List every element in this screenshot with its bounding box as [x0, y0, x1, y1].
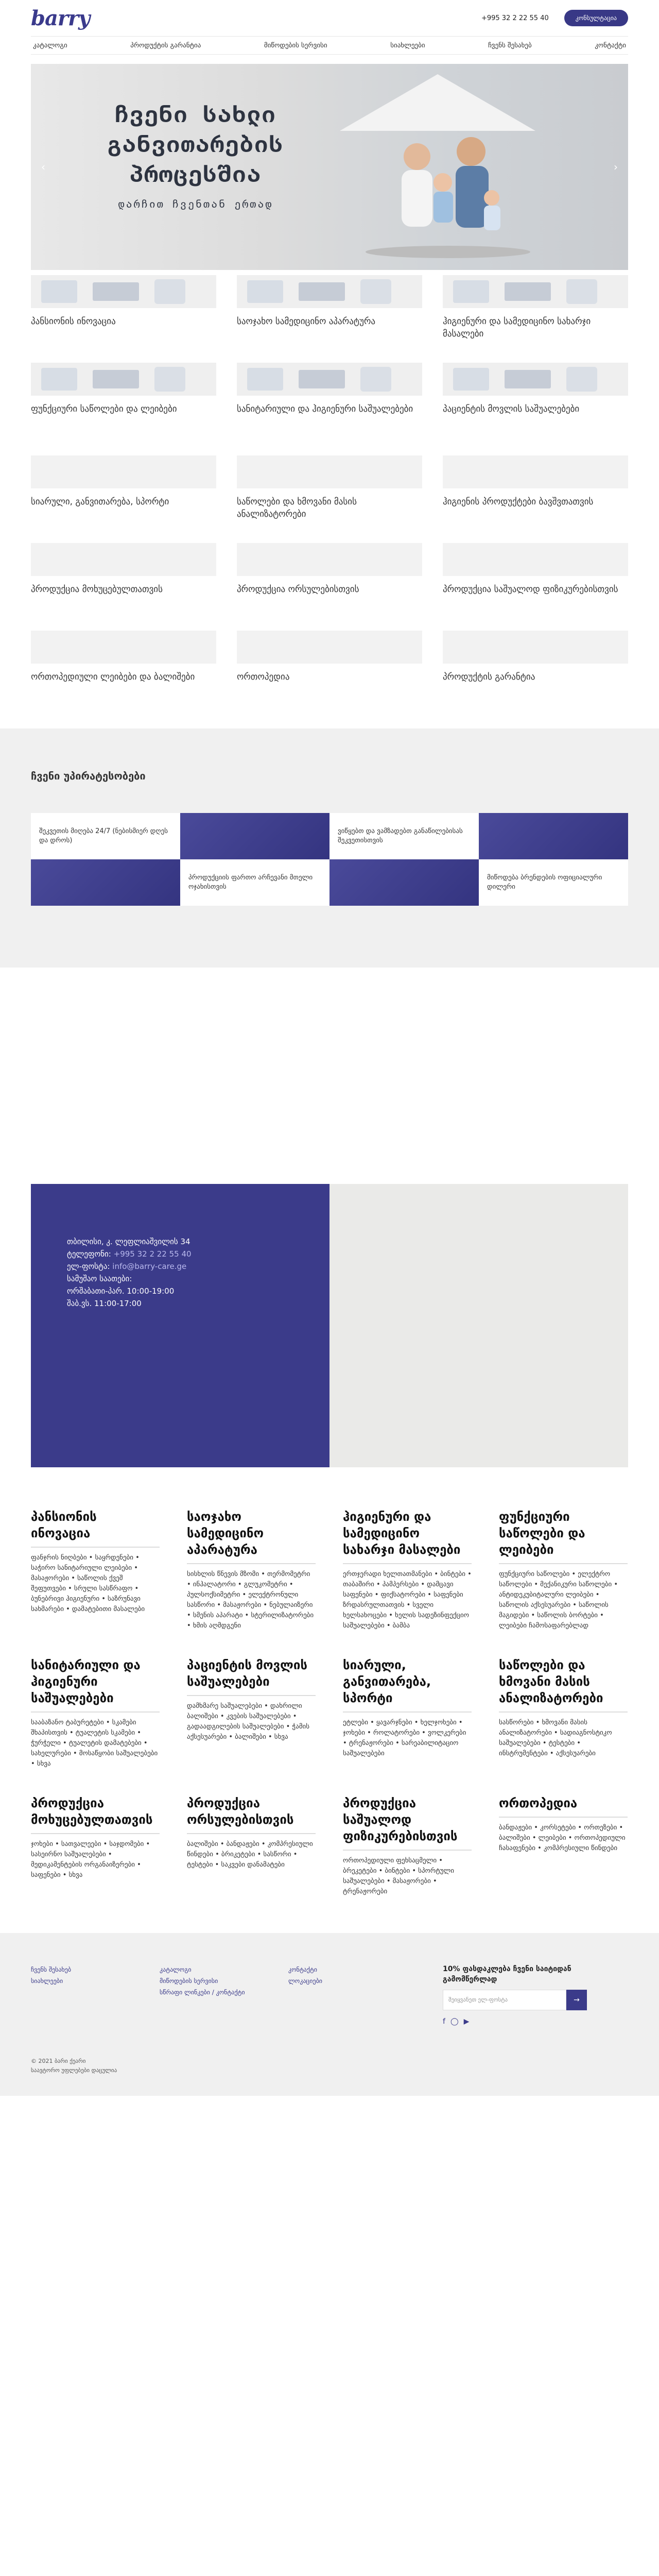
- advantage-tile: [330, 859, 479, 906]
- footer-link[interactable]: ჩვენს შესახებ: [31, 1966, 72, 1973]
- category-image: [443, 543, 628, 576]
- category-name: პანსიონის ინოვაცია: [31, 316, 116, 327]
- list-title[interactable]: პროდუქცია მოხუცებულთათვის: [31, 1796, 153, 1827]
- category-name: ჰიგიენური და სამედიცინო სახარჯი მასალები: [443, 316, 591, 339]
- hero-banner[interactable]: [31, 64, 628, 270]
- category-image: [237, 455, 422, 488]
- contact-phone[interactable]: +995 32 2 22 55 40: [113, 1249, 192, 1259]
- footer-link[interactable]: კონტაქტი: [288, 1966, 317, 1973]
- list-items[interactable]: ბანდაჟები • კორსეტები • ორთეზები • ბალიშები • ლეიბები • ორთოპედიული ჩასაფენები • კომპრესიული წინდები: [499, 1824, 626, 1852]
- category-name: ორთოპედია: [237, 672, 290, 682]
- category-name: საოჯახო სამედიცინო აპარატურა: [237, 316, 376, 327]
- category-image: [237, 631, 422, 664]
- category-card[interactable]: [237, 543, 422, 631]
- footer-link[interactable]: ლოკაციები: [288, 1977, 323, 1985]
- list-title[interactable]: პანსიონის ინოვაცია: [31, 1510, 97, 1540]
- youtube-icon[interactable]: ▶: [463, 2018, 470, 2026]
- list-items[interactable]: სააბაზანო ტაბურეტები • სკამები შხაპისთვის • ტუალეტის სკამები • ჭურჭელი • ტუალეტის დამატებები • სახელურები • მოსაწყობი საშუალებები • სხვა: [31, 1719, 158, 1768]
- advantages-grid: [31, 813, 628, 906]
- category-image: [237, 543, 422, 576]
- contact-address: თბილისი, კ. ლეფლიაშვილის 34: [67, 1237, 190, 1246]
- list-title[interactable]: პაციენტის მოვლის საშუალებები: [187, 1658, 307, 1689]
- header: [31, 0, 628, 36]
- footer: [0, 1933, 659, 2096]
- list-block: [343, 1509, 472, 1631]
- copyright-text: © 2021 ბარი ქეარი: [31, 2058, 86, 2064]
- list-items[interactable]: დამხმარე საშუალებები • დახრილი ბალიშები • კვების საშუალებები • გადაადგილების საშუალებები • ჭამის აქსესუარები • ბალიშები • სხვა: [187, 1702, 310, 1741]
- list-items[interactable]: სასწორები • ხმოვანი მასის ანალიზატორები • სადიაგნოსტიკო საშუალებები • ტესტები • ინსტრუმენტები • აქსესუარები: [499, 1719, 612, 1757]
- category-name: პროდუქცია ორსულებისთვის: [237, 584, 359, 595]
- instagram-icon[interactable]: ◯: [450, 2018, 459, 2026]
- hero-subtitle: დარჩით ჩვენთან ერთად: [118, 198, 273, 210]
- category-name: სიარული, განვითარება, სპორტი: [31, 497, 169, 507]
- advantage-tile: [31, 859, 180, 906]
- facebook-icon[interactable]: f: [443, 2018, 445, 2026]
- category-image: [443, 275, 628, 308]
- brand-logo[interactable]: barry: [31, 6, 90, 30]
- hero-title: ჩვენი სახლი განვითარების პროცესშია: [108, 101, 284, 188]
- list-title[interactable]: ჰიგიენური და სამედიცინო სახარჯი მასალები: [343, 1510, 461, 1557]
- category-card[interactable]: [31, 455, 216, 543]
- footer-col-1: [31, 1964, 160, 2026]
- category-image: [443, 455, 628, 488]
- list-title[interactable]: სიარული, განვითარება, სპორტი: [343, 1658, 431, 1705]
- category-card[interactable]: [237, 363, 422, 450]
- list-items[interactable]: ერთჯერადი ხელთათმანები • ბინტები • თაბაშირი • პამპერსები • დამცავი საფენები • ფიქსატორები • საფენები ზრდასრულთათვის • სველი ხელსახოცები • ხელის სადეზინფექციო საშუალებები • ბამბა: [343, 1570, 472, 1630]
- nav-item-contact[interactable]: კონტაქტი: [595, 41, 626, 49]
- chevron-left-icon[interactable]: ‹: [41, 161, 45, 173]
- copyright: [31, 2057, 628, 2075]
- newsletter-email-input[interactable]: შეიყვანეთ ელ-ფოსტა: [443, 1990, 566, 2010]
- list-items[interactable]: ჯოხები • სათვალეები • საჯდომები • სასეირნო საშუალებები • მედიკამენტების ორგანაიზერები • საფენები • სხვა: [31, 1840, 150, 1879]
- list-block: [31, 1657, 160, 1769]
- family-illustration: [360, 121, 535, 260]
- list-block: [343, 1657, 472, 1769]
- category-image: [31, 543, 216, 576]
- social-links: [443, 2018, 587, 2026]
- list-items[interactable]: ბალიშები • ბანდაჟები • კომპრესიული წინდები • ბრიკეტები • სასწორი • ტესტები • საკვები დანამატები: [187, 1840, 313, 1869]
- footer-link[interactable]: კატალოგი: [160, 1966, 192, 1973]
- category-card[interactable]: [443, 455, 628, 543]
- nav-item-news[interactable]: სიახლეები: [390, 41, 425, 49]
- category-image: [237, 275, 422, 308]
- main-nav: [31, 36, 628, 55]
- chevron-right-icon[interactable]: ›: [614, 161, 618, 173]
- category-image: [31, 455, 216, 488]
- list-title[interactable]: ორთოპედია: [499, 1796, 578, 1810]
- category-image: [31, 363, 216, 396]
- footer-link[interactable]: სიახლეები: [31, 1977, 63, 1985]
- nav-item-about[interactable]: ჩვენს შესახებ: [488, 41, 532, 49]
- category-name: პროდუქცია მოხუცებულთათვის: [31, 584, 163, 595]
- category-image: [31, 275, 216, 308]
- list-block: [31, 1509, 160, 1631]
- advantages-section: [0, 728, 659, 968]
- list-title[interactable]: პროდუქცია საშუალოდ ფიზიკურებისთვის: [343, 1796, 458, 1843]
- category-name: პაციენტის მოვლის საშუალებები: [443, 404, 580, 414]
- hours-weekdays: ორშაბათი-პარ. 10:00-19:00: [67, 1286, 175, 1296]
- category-card[interactable]: [31, 543, 216, 631]
- contact-info: [31, 1184, 330, 1467]
- category-name: ორთოპედიული ლეიბები და ბალიშები: [31, 672, 195, 682]
- nav-item-catalog[interactable]: კატალოგი: [33, 41, 67, 49]
- hours-label: სამუშაო საათები:: [67, 1274, 132, 1283]
- category-card[interactable]: [443, 275, 628, 363]
- rights-text: საავტორო უფლებები დაცულია: [31, 2067, 117, 2074]
- category-grid-more: [31, 455, 628, 718]
- newsletter-title: 10% ფასდაკლება ჩვენი საიტიდან გამომწერლად: [443, 1965, 571, 1984]
- list-items[interactable]: სისხლის წნევის მზომი • თერმომეტრი • ინჰალატორი • გლუკომეტრი • პულსოქსიმეტრი • ელექტრონული სასწორი • მასაჟორები • ნებულაიზერი • სმენის აპარატი • სტერილიზატორები • ხმის აღმდგენი: [187, 1570, 314, 1630]
- footer-link[interactable]: მიწოდების სერვისი: [160, 1977, 218, 1985]
- category-card[interactable]: [443, 543, 628, 631]
- list-title[interactable]: პროდუქცია ორსულებისთვის: [187, 1796, 294, 1827]
- blank-area: [0, 968, 659, 1184]
- footer-link[interactable]: სწრაფი ლინკები / კონტაქტი: [160, 1989, 245, 1996]
- category-image: [443, 363, 628, 396]
- consultation-button[interactable]: კონსულტაცია: [564, 10, 628, 26]
- category-card[interactable]: [31, 631, 216, 718]
- category-card[interactable]: [443, 363, 628, 450]
- advantage-item: პროდუქციის ფართო არჩევანი მთელი ოჯახისთვის: [180, 859, 330, 906]
- category-name: პროდუქცია საშუალოდ ფიზიკურებისთვის: [443, 584, 618, 595]
- list-block: [499, 1657, 628, 1769]
- nav-item-warranty[interactable]: პროდუქტის გარანტია: [130, 41, 201, 49]
- category-grid: [31, 275, 628, 450]
- list-items[interactable]: ეტლები • ყავარჯნები • ხელჯოხები • ჯოხები • როლატორები • ვოლკერები • ტრენაჟორები • სარეაბილიტაციო საშუალებები: [343, 1719, 466, 1757]
- phone-number[interactable]: +995 32 2 22 55 40: [481, 14, 549, 22]
- category-card[interactable]: [237, 455, 422, 543]
- category-name: ფუნქციური საწოლები და ლეიბები: [31, 404, 177, 414]
- header-actions: [481, 10, 628, 26]
- list-items[interactable]: ორთოპედიული ფეხსაცმელი • ბრეკეტები • ბინტები • სპორტული საშუალებები • მასაჟორები • ტრენაჟორები: [343, 1857, 454, 1895]
- list-block: [343, 1795, 472, 1897]
- list-title[interactable]: საოჯახო სამედიცინო აპარატურა: [187, 1510, 264, 1557]
- category-card[interactable]: [237, 631, 422, 718]
- list-title[interactable]: ფუნქციური საწოლები და ლეიბები: [499, 1510, 585, 1557]
- list-block: [499, 1795, 628, 1897]
- advantage-item: მიწოდება ბრენდების ოფიციალური დილერი: [479, 859, 628, 906]
- advantage-tile: [479, 813, 628, 859]
- category-name: საწოლები და ხმოვანი მასის ანალიზატორები: [237, 497, 357, 519]
- category-card[interactable]: [31, 363, 216, 450]
- list-title[interactable]: სანიტარიული და ჰიგიენური საშუალებები: [31, 1658, 141, 1705]
- footer-col-2: [160, 1964, 288, 2026]
- list-block: [187, 1509, 316, 1631]
- map[interactable]: [330, 1184, 628, 1467]
- list-block: [31, 1795, 160, 1897]
- list-block: [499, 1509, 628, 1631]
- list-title[interactable]: საწოლები და ხმოვანი მასის ანალიზატორები: [499, 1658, 603, 1705]
- contact-email[interactable]: info@barry-care.ge: [112, 1262, 187, 1271]
- advantage-tile: [180, 813, 330, 859]
- hours-saturday: შაბ.ვს. 11:00-17:00: [67, 1299, 142, 1308]
- email-label: ელ-ფოსტა:: [67, 1262, 110, 1271]
- category-image: [443, 631, 628, 664]
- newsletter: [443, 1964, 587, 2026]
- advantages-title: ჩვენი უპირატესობები: [31, 770, 146, 782]
- list-items[interactable]: ფანჯრის ნიღბები • საყრდენები • საჭირო სანიტარიული ლეიბები • მასაჟორები • საწოლის ქვეშ შეფუთვები • სრული სასწრაფო • ბუნებრივი ჰიგიენური • საზრუნავი სახმარები • დამატებითი მასალები: [31, 1554, 145, 1613]
- category-card[interactable]: [31, 275, 216, 363]
- advantage-item: ვიწყებთ და ვამზადებთ განაწილებისას შეკვეთისთვის: [330, 813, 479, 859]
- category-card[interactable]: [237, 275, 422, 363]
- contact-section: [31, 1184, 628, 1467]
- list-block: [187, 1657, 316, 1769]
- category-card[interactable]: [443, 631, 628, 718]
- arrow-right-icon[interactable]: →: [566, 1990, 587, 2010]
- advantage-item: შეკვეთის მიღება 24/7 (ნებისმიერ დღეს და დროს): [31, 813, 180, 859]
- list-items[interactable]: ფუნქციური საწოლები • ელექტრო საწოლები • მექანიკური საწოლები • ანტიდეკუბიტალური ლეიბები • საწოლის აქსესუარები • საწოლის მაგიდები • საწოლის ბორტები • ლეიბები ჩამოსაფარებლად: [499, 1570, 618, 1630]
- category-name: პროდუქტის გარანტია: [443, 672, 535, 682]
- category-name: ჰიგიენის პროდუქტები ბავშვთათვის: [443, 497, 594, 507]
- list-block: [187, 1795, 316, 1897]
- category-lists: [31, 1509, 628, 1897]
- category-image: [31, 631, 216, 664]
- category-name: სანიტარიული და ჰიგიენური საშუალებები: [237, 404, 413, 414]
- footer-col-3: [288, 1964, 417, 2026]
- nav-item-delivery[interactable]: მიწოდების სერვისი: [264, 41, 327, 49]
- phone-label: ტელეფონი:: [67, 1249, 111, 1259]
- category-image: [237, 363, 422, 396]
